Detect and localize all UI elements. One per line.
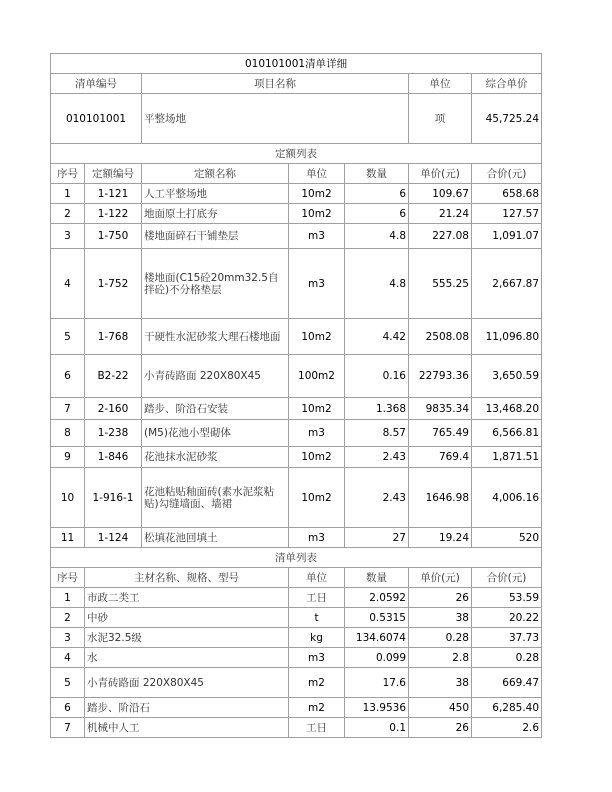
quota-qty: 8.57 — [345, 420, 409, 447]
material-name: 机械中人工 — [85, 718, 289, 738]
material-no: 4 — [51, 648, 85, 668]
quota-name: 楼地面(C15砼20mm32.5自拌砼)不分格垫层 — [142, 249, 289, 319]
material-price: 26 — [409, 718, 472, 738]
material-no: 2 — [51, 608, 85, 628]
quota-no: 3 — [51, 224, 85, 249]
quota-name: 小青砖路面 220X80X45 — [142, 355, 289, 398]
material-name: 水泥32.5级 — [85, 628, 289, 648]
quota-price: 555.25 — [409, 249, 472, 319]
quota-name: 干硬性水泥砂浆大理石楼地面 — [142, 319, 289, 355]
material-no: 7 — [51, 718, 85, 738]
material-header-price: 单价(元) — [409, 568, 472, 588]
quota-header-row — [51, 164, 542, 184]
quota-total: 127.57 — [472, 204, 542, 224]
quota-qty: 1.368 — [345, 398, 409, 420]
bill-header-row — [51, 74, 542, 94]
quota-code: 1-238 — [85, 420, 142, 447]
quota-total: 4,006.16 — [472, 468, 542, 528]
material-total: 20.22 — [472, 608, 542, 628]
material-price: 38 — [409, 608, 472, 628]
bill-price: 45,725.24 — [472, 94, 542, 144]
quota-price: 19.24 — [409, 528, 472, 548]
bill-item-row — [51, 94, 542, 144]
material-section-row — [51, 548, 542, 568]
quota-code: 1-750 — [85, 224, 142, 249]
quota-no: 6 — [51, 355, 85, 398]
quota-code: B2-22 — [85, 355, 142, 398]
material-name: 水 — [85, 648, 289, 668]
quota-no: 11 — [51, 528, 85, 548]
material-name: 踏步、阶沿石 — [85, 698, 289, 718]
material-price: 2.8 — [409, 648, 472, 668]
quota-row — [51, 224, 542, 249]
quota-header-qty: 数量 — [345, 164, 409, 184]
material-qty: 0.5315 — [345, 608, 409, 628]
material-price: 450 — [409, 698, 472, 718]
title-row — [51, 54, 542, 74]
material-qty: 134.6074 — [345, 628, 409, 648]
quota-price: 21.24 — [409, 204, 472, 224]
quota-code: 1-752 — [85, 249, 142, 319]
quota-unit: m3 — [289, 420, 345, 447]
quota-code: 2-160 — [85, 398, 142, 420]
table-title: 010101001清单详细 — [51, 54, 542, 74]
quota-name: 花池抹水泥砂浆 — [142, 447, 289, 468]
quota-qty: 4.42 — [345, 319, 409, 355]
material-price: 0.28 — [409, 628, 472, 648]
quota-total: 3,650.59 — [472, 355, 542, 398]
material-header-name: 主材名称、规格、型号 — [85, 568, 289, 588]
quota-no: 7 — [51, 398, 85, 420]
material-total: 669.47 — [472, 668, 542, 698]
quota-row — [51, 184, 542, 204]
material-name: 中砂 — [85, 608, 289, 628]
quota-code: 1-124 — [85, 528, 142, 548]
quota-header-unit: 单位 — [289, 164, 345, 184]
material-row — [51, 718, 542, 738]
quota-price: 2508.08 — [409, 319, 472, 355]
quota-row — [51, 420, 542, 447]
quota-unit: m3 — [289, 224, 345, 249]
material-row — [51, 608, 542, 628]
material-header-unit: 单位 — [289, 568, 345, 588]
quota-header-price: 单价(元) — [409, 164, 472, 184]
quota-unit: 10m2 — [289, 204, 345, 224]
material-total: 2.6 — [472, 718, 542, 738]
quota-code: 1-916-1 — [85, 468, 142, 528]
material-row — [51, 698, 542, 718]
material-unit: m3 — [289, 648, 345, 668]
quota-qty: 4.8 — [345, 249, 409, 319]
quota-header-total: 合价(元) — [472, 164, 542, 184]
quota-total: 1,871.51 — [472, 447, 542, 468]
material-no: 3 — [51, 628, 85, 648]
quota-unit: m3 — [289, 528, 345, 548]
quota-no: 10 — [51, 468, 85, 528]
quota-code: 1-768 — [85, 319, 142, 355]
quota-code: 1-121 — [85, 184, 142, 204]
header-item-name: 项目名称 — [142, 74, 409, 94]
material-total: 53.59 — [472, 588, 542, 608]
quota-total: 1,091.07 — [472, 224, 542, 249]
quota-qty: 6 — [345, 204, 409, 224]
quota-name: 地面原土打底夯 — [142, 204, 289, 224]
material-name: 市政二类工 — [85, 588, 289, 608]
quota-qty: 27 — [345, 528, 409, 548]
bill-code: 010101001 — [51, 94, 142, 144]
quota-name: 人工平整场地 — [142, 184, 289, 204]
quota-total: 2,667.87 — [472, 249, 542, 319]
quota-unit: m3 — [289, 249, 345, 319]
bill-item-name: 平整场地 — [142, 94, 409, 144]
quota-qty: 6 — [345, 184, 409, 204]
header-composite-price: 综合单价 — [472, 74, 542, 94]
quota-section-row — [51, 144, 542, 164]
material-unit: m2 — [289, 698, 345, 718]
bill-unit: 项 — [409, 94, 472, 144]
quota-name: 松填花池回填土 — [142, 528, 289, 548]
quota-price: 1646.98 — [409, 468, 472, 528]
quota-code: 1-122 — [85, 204, 142, 224]
quota-qty: 2.43 — [345, 468, 409, 528]
material-total: 0.28 — [472, 648, 542, 668]
quota-price: 765.49 — [409, 420, 472, 447]
material-no: 1 — [51, 588, 85, 608]
quota-name: 踏步、阶沿石安装 — [142, 398, 289, 420]
quota-name: (M5)花池小型砌体 — [142, 420, 289, 447]
material-price: 38 — [409, 668, 472, 698]
quota-row — [51, 355, 542, 398]
material-qty: 17.6 — [345, 668, 409, 698]
quota-row — [51, 468, 542, 528]
quota-qty: 4.8 — [345, 224, 409, 249]
material-qty: 13.9536 — [345, 698, 409, 718]
material-name: 小青砖路面 220X80X45 — [85, 668, 289, 698]
quota-name: 花池粘贴釉面砖(素水泥浆粘贴)勾缝墙面、墙裙 — [142, 468, 289, 528]
quota-row — [51, 319, 542, 355]
quota-total: 658.68 — [472, 184, 542, 204]
material-header-row — [51, 568, 542, 588]
quota-name: 楼地面碎石干铺垫层 — [142, 224, 289, 249]
material-total: 37.73 — [472, 628, 542, 648]
quota-section-title: 定额列表 — [51, 144, 542, 164]
material-qty: 0.1 — [345, 718, 409, 738]
material-qty: 2.0592 — [345, 588, 409, 608]
material-unit: 工日 — [289, 588, 345, 608]
quota-row — [51, 249, 542, 319]
quota-price: 109.67 — [409, 184, 472, 204]
material-unit: m2 — [289, 668, 345, 698]
quota-header-code: 定额编号 — [85, 164, 142, 184]
quota-header-name: 定额名称 — [142, 164, 289, 184]
header-bill-code: 清单编号 — [51, 74, 142, 94]
quota-row — [51, 204, 542, 224]
quota-row — [51, 528, 542, 548]
material-no: 6 — [51, 698, 85, 718]
quota-no: 1 — [51, 184, 85, 204]
quota-unit: 10m2 — [289, 319, 345, 355]
material-no: 5 — [51, 668, 85, 698]
material-qty: 0.099 — [345, 648, 409, 668]
material-row — [51, 588, 542, 608]
material-header-total: 合价(元) — [472, 568, 542, 588]
quota-no: 5 — [51, 319, 85, 355]
quota-no: 2 — [51, 204, 85, 224]
quota-unit: 10m2 — [289, 184, 345, 204]
bill-detail-table — [50, 53, 542, 738]
material-row — [51, 628, 542, 648]
quota-price: 22793.36 — [409, 355, 472, 398]
quota-unit: 10m2 — [289, 398, 345, 420]
quota-unit: 100m2 — [289, 355, 345, 398]
quota-row — [51, 398, 542, 420]
quota-total: 11,096.80 — [472, 319, 542, 355]
quota-price: 9835.34 — [409, 398, 472, 420]
quota-unit: 10m2 — [289, 468, 345, 528]
material-price: 26 — [409, 588, 472, 608]
quota-total: 13,468.20 — [472, 398, 542, 420]
material-total: 6,285.40 — [472, 698, 542, 718]
quota-qty: 2.43 — [345, 447, 409, 468]
quota-price: 769.4 — [409, 447, 472, 468]
quota-total: 520 — [472, 528, 542, 548]
quota-header-no: 序号 — [51, 164, 85, 184]
quota-row — [51, 447, 542, 468]
material-header-no: 序号 — [51, 568, 85, 588]
material-row — [51, 648, 542, 668]
material-unit: t — [289, 608, 345, 628]
material-row — [51, 668, 542, 698]
material-section-title: 清单列表 — [51, 548, 542, 568]
quota-qty: 0.16 — [345, 355, 409, 398]
quota-no: 4 — [51, 249, 85, 319]
quota-unit: 10m2 — [289, 447, 345, 468]
quota-code: 1-846 — [85, 447, 142, 468]
quota-price: 227.08 — [409, 224, 472, 249]
material-unit: kg — [289, 628, 345, 648]
header-unit: 单位 — [409, 74, 472, 94]
material-unit: 工日 — [289, 718, 345, 738]
material-header-qty: 数量 — [345, 568, 409, 588]
quota-total: 6,566.81 — [472, 420, 542, 447]
quota-no: 8 — [51, 420, 85, 447]
quota-no: 9 — [51, 447, 85, 468]
